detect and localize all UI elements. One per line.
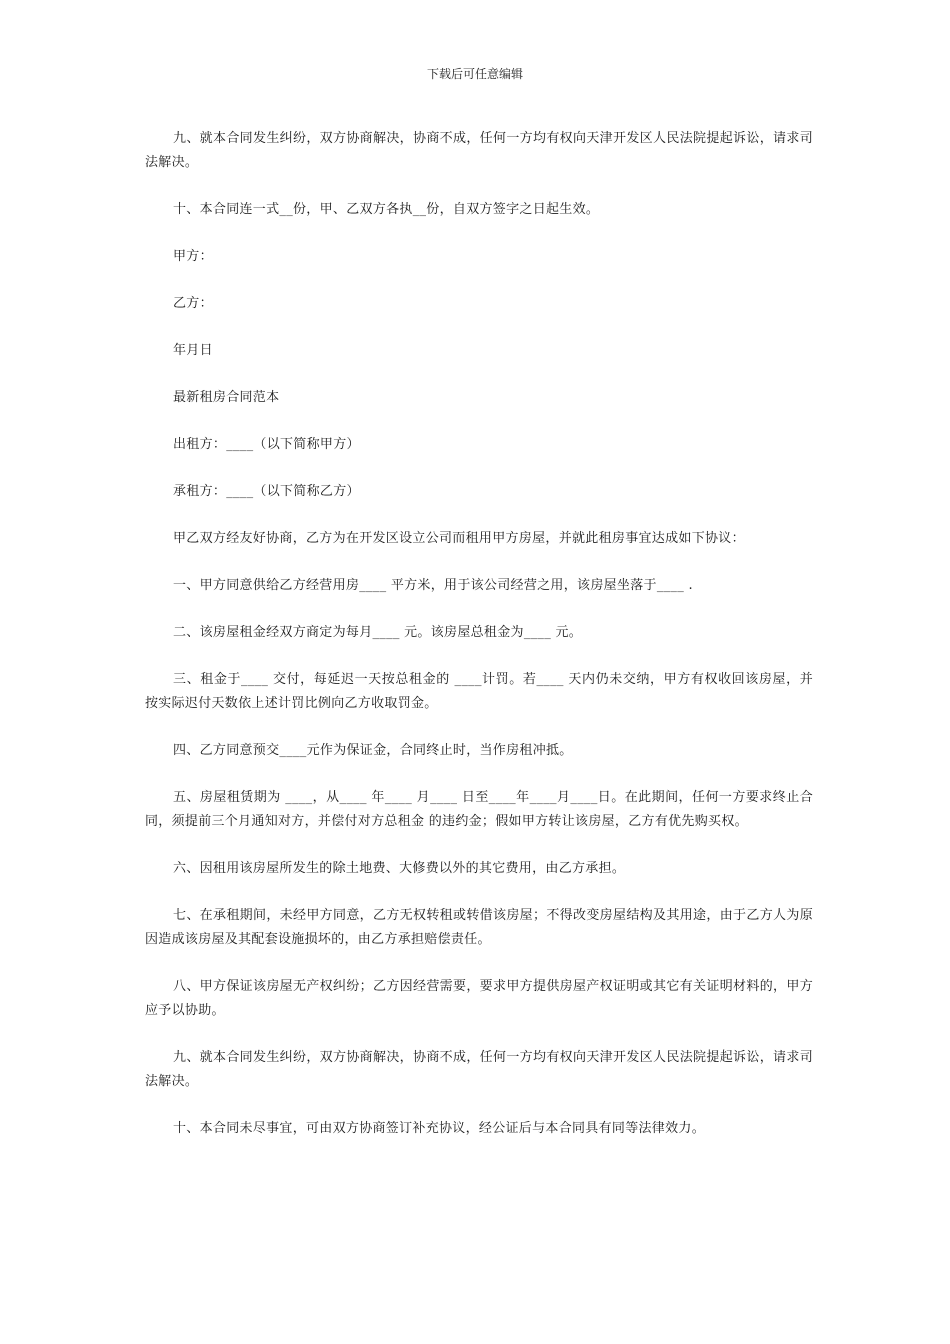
preamble: 甲乙双方经友好协商，乙方为在开发区设立公司而租用甲方房屋，并就此租房事宜达成如下协议： (173, 531, 745, 546)
party-a-signature: 甲方： (173, 249, 213, 264)
lessee-line: 承租方：____（以下简称乙方） (173, 484, 360, 499)
clause-10-copies: 十、本合同连一式__份，甲、乙双方各执__份，自双方签字之日起生效。 (173, 202, 600, 217)
clause-5: 五、房屋租赁期为 ____，从____ 年____ 月____ 日至____年____月____日。在此期间，任何一方要求终止合同，须提前三个月通知对方，并偿付对方总租金 的违约金；假如甲方转让该房屋，乙方有优先购买权。 (145, 790, 813, 829)
clause-4: 四、乙方同意预交____元作为保证金，合同终止时，当作房租冲抵。 (173, 743, 573, 758)
party-b-signature: 乙方： (173, 296, 213, 311)
clause-9: 九、就本合同发生纠纷，双方协商解决，协商不成，任何一方均有权向天津开发区人民法院提起诉讼，请求司法解决。 (145, 1050, 813, 1089)
signing-date: 年月日 (173, 343, 213, 358)
clause-9-dispute: 九、就本合同发生纠纷，双方协商解决，协商不成，任何一方均有权向天津开发区人民法院提起诉讼，请求司法解决。 (145, 131, 813, 170)
document-body (145, 127, 813, 1164)
clause-1: 一、甲方同意供给乙方经营用房____ 平方米，用于该公司经营之用，该房屋坐落于____ . (173, 578, 693, 593)
clause-7: 七、在承租期间，未经甲方同意，乙方无权转租或转借该房屋；不得改变房屋结构及其用途，由于乙方人为原因造成该房屋及其配套设施损坏的，由乙方承担赔偿责任。 (145, 908, 813, 947)
clause-3: 三、租金于____ 交付，每延迟一天按总租金的 ____计罚。若____ 天内仍未交纳，甲方有权收回该房屋，并按实际迟付天数依上述计罚比例向乙方收取罚金。 (145, 672, 813, 711)
lessor-line: 出租方：____（以下简称甲方） (173, 437, 360, 452)
clause-10: 十、本合同未尽事宜，可由双方协商签订补充协议，经公证后与本合同具有同等法律效力。 (173, 1121, 706, 1136)
clause-2: 二、该房屋租金经双方商定为每月____ 元。该房屋总租金为____ 元。 (173, 625, 583, 640)
page-header: 下载后可任意编辑 (426, 67, 523, 81)
contract-title: 最新租房合同范本 (173, 390, 280, 405)
clause-8: 八、甲方保证该房屋无产权纠纷；乙方因经营需要，要求甲方提供房屋产权证明或其它有关证明材料的，甲方应予以协助。 (145, 979, 813, 1018)
clause-6: 六、因租用该房屋所发生的除土地费、大修费以外的其它费用，由乙方承担。 (173, 861, 626, 876)
